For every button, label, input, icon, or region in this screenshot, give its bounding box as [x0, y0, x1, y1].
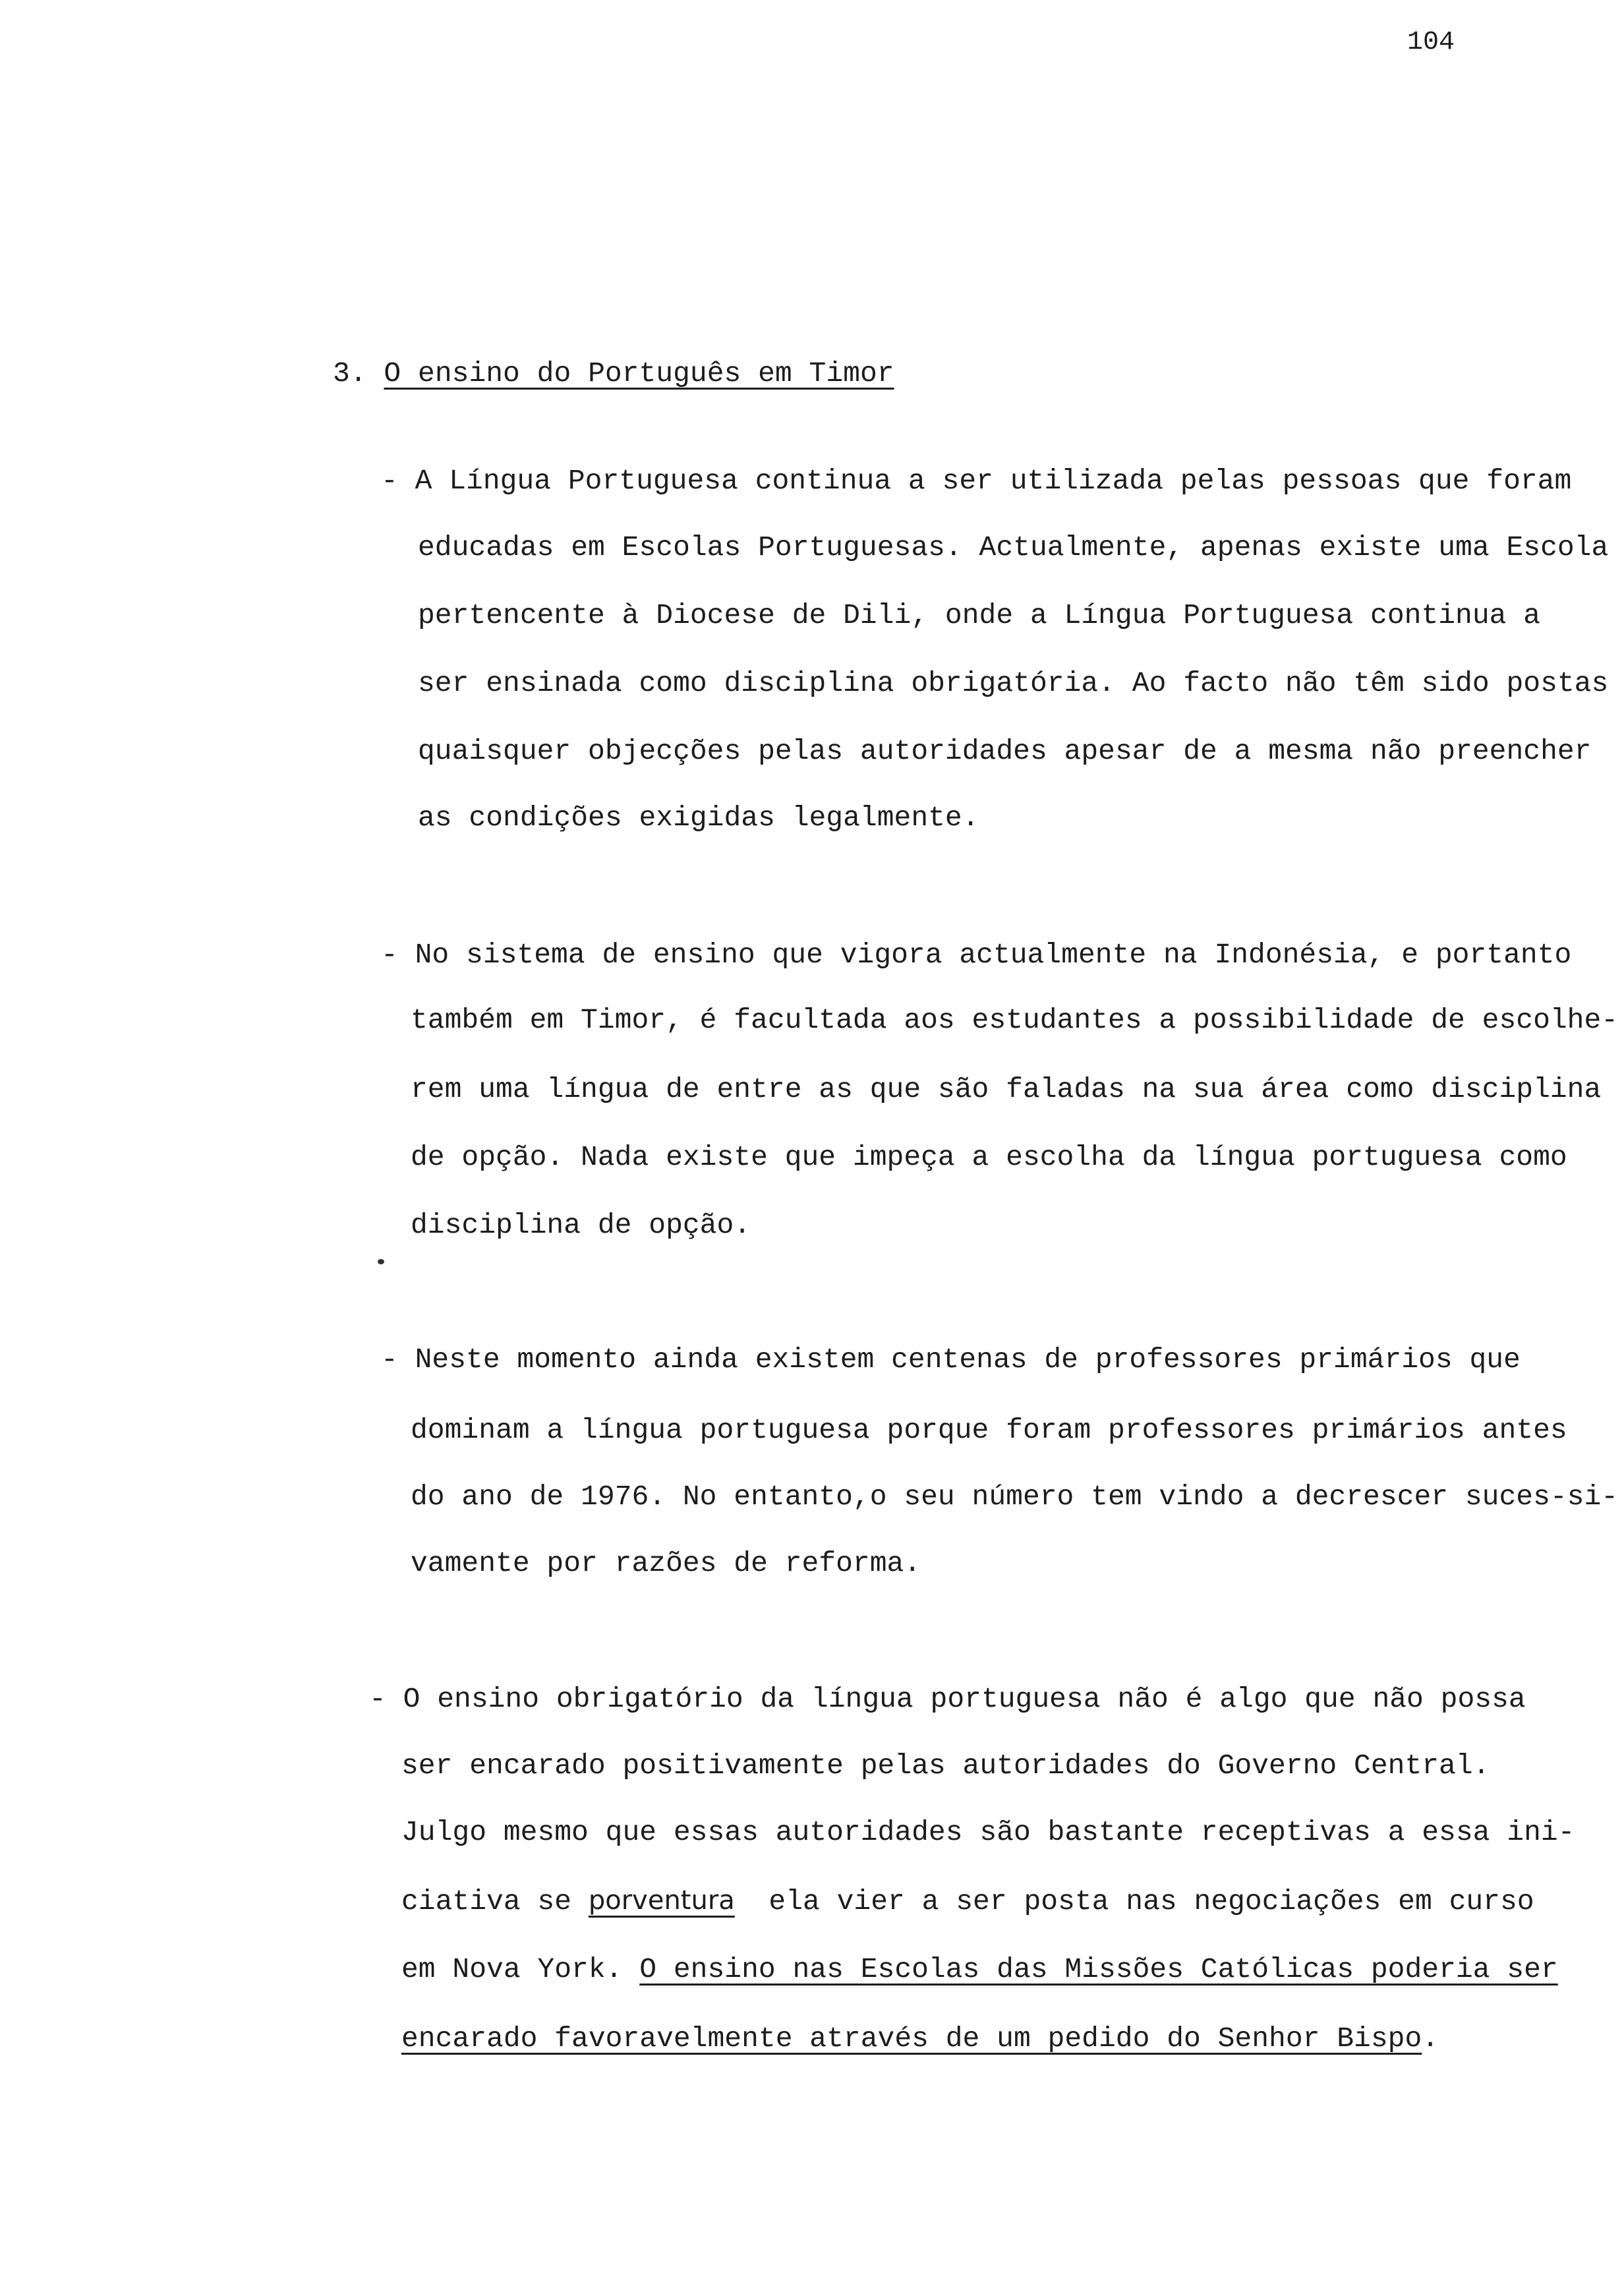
paragraph-2-line: - No sistema de ensino que vigora actualmente na Indonésia, e portanto [381, 939, 1572, 971]
section-heading [333, 359, 894, 388]
paragraph-4-line [401, 1887, 1534, 1916]
paragraph-2-line: de opção. Nada existe que impeça a escolha da língua portuguesa como [411, 1141, 1567, 1173]
paragraph-4-line [401, 1955, 1558, 1984]
underlined-text: O ensino nas Escolas das Missões Católicas poderia ser [639, 1953, 1558, 1985]
paragraph-2-line: também em Timor, é facultada aos estudantes a possibilidade de escolhe- [411, 1004, 1619, 1036]
paragraph-2-line: rem uma língua de entre as que são faladas na sua área como disciplina [411, 1073, 1602, 1105]
paragraph-1-line: - A Língua Portuguesa continua a ser utilizada pelas pessoas que foram [381, 465, 1572, 497]
paragraph-1-line: as condições exigidas legalmente. [418, 802, 979, 834]
line-text: . [1422, 2022, 1439, 2055]
paragraph-1-line: ser ensinada como disciplina obrigatória. Ao facto não têm sido postas [418, 667, 1609, 699]
paragraph-1-line: pertencente à Diocese de Dili, onde a Língua Portuguesa continua a [418, 599, 1541, 632]
paragraph-1-line: educadas em Escolas Portuguesas. Actualmente, apenas existe uma Escola [418, 531, 1609, 564]
line-text: ciativa se [401, 1885, 589, 1918]
page-number: 104 [1407, 28, 1455, 57]
underlined-inserted-word: porventura [588, 1885, 735, 1916]
heading-title: O ensino do Português em Timor [384, 357, 894, 390]
paragraph-3-line: - Neste momento ainda existem centenas de professores primários que [381, 1343, 1521, 1376]
heading-number: 3. [333, 357, 384, 390]
paragraph-1-line: quaisquer objecções pelas autoridades apesar de a mesma não preencher [418, 735, 1592, 767]
paragraph-4-line: - O ensino obrigatório da língua portuguesa não é algo que não possa [369, 1683, 1526, 1715]
paragraph-4-line: Julgo mesmo que essas autoridades são bastante receptivas a essa ini- [401, 1816, 1575, 1848]
paragraph-2-line: disciplina de opção. [411, 1209, 751, 1241]
underlined-text: encarado favoravelmente através de um pedido do Senhor Bispo [401, 2022, 1422, 2055]
ink-mark [378, 1259, 384, 1264]
paragraph-4-line: ser encarado positivamente pelas autoridades do Governo Central. [401, 1750, 1490, 1782]
paragraph-3-line: vamente por razões de reforma. [411, 1547, 921, 1579]
paragraph-3-line: dominam a língua portuguesa porque foram professores primários antes [411, 1414, 1567, 1446]
paragraph-4-line [401, 2024, 1439, 2053]
paragraph-3-line: do ano de 1976. No entanto,o seu número tem vindo a decrescer suces-si- [411, 1481, 1619, 1513]
line-text: em Nova York. [401, 1953, 640, 1985]
line-text: ela vier a ser posta nas negociações em curso [734, 1885, 1534, 1918]
